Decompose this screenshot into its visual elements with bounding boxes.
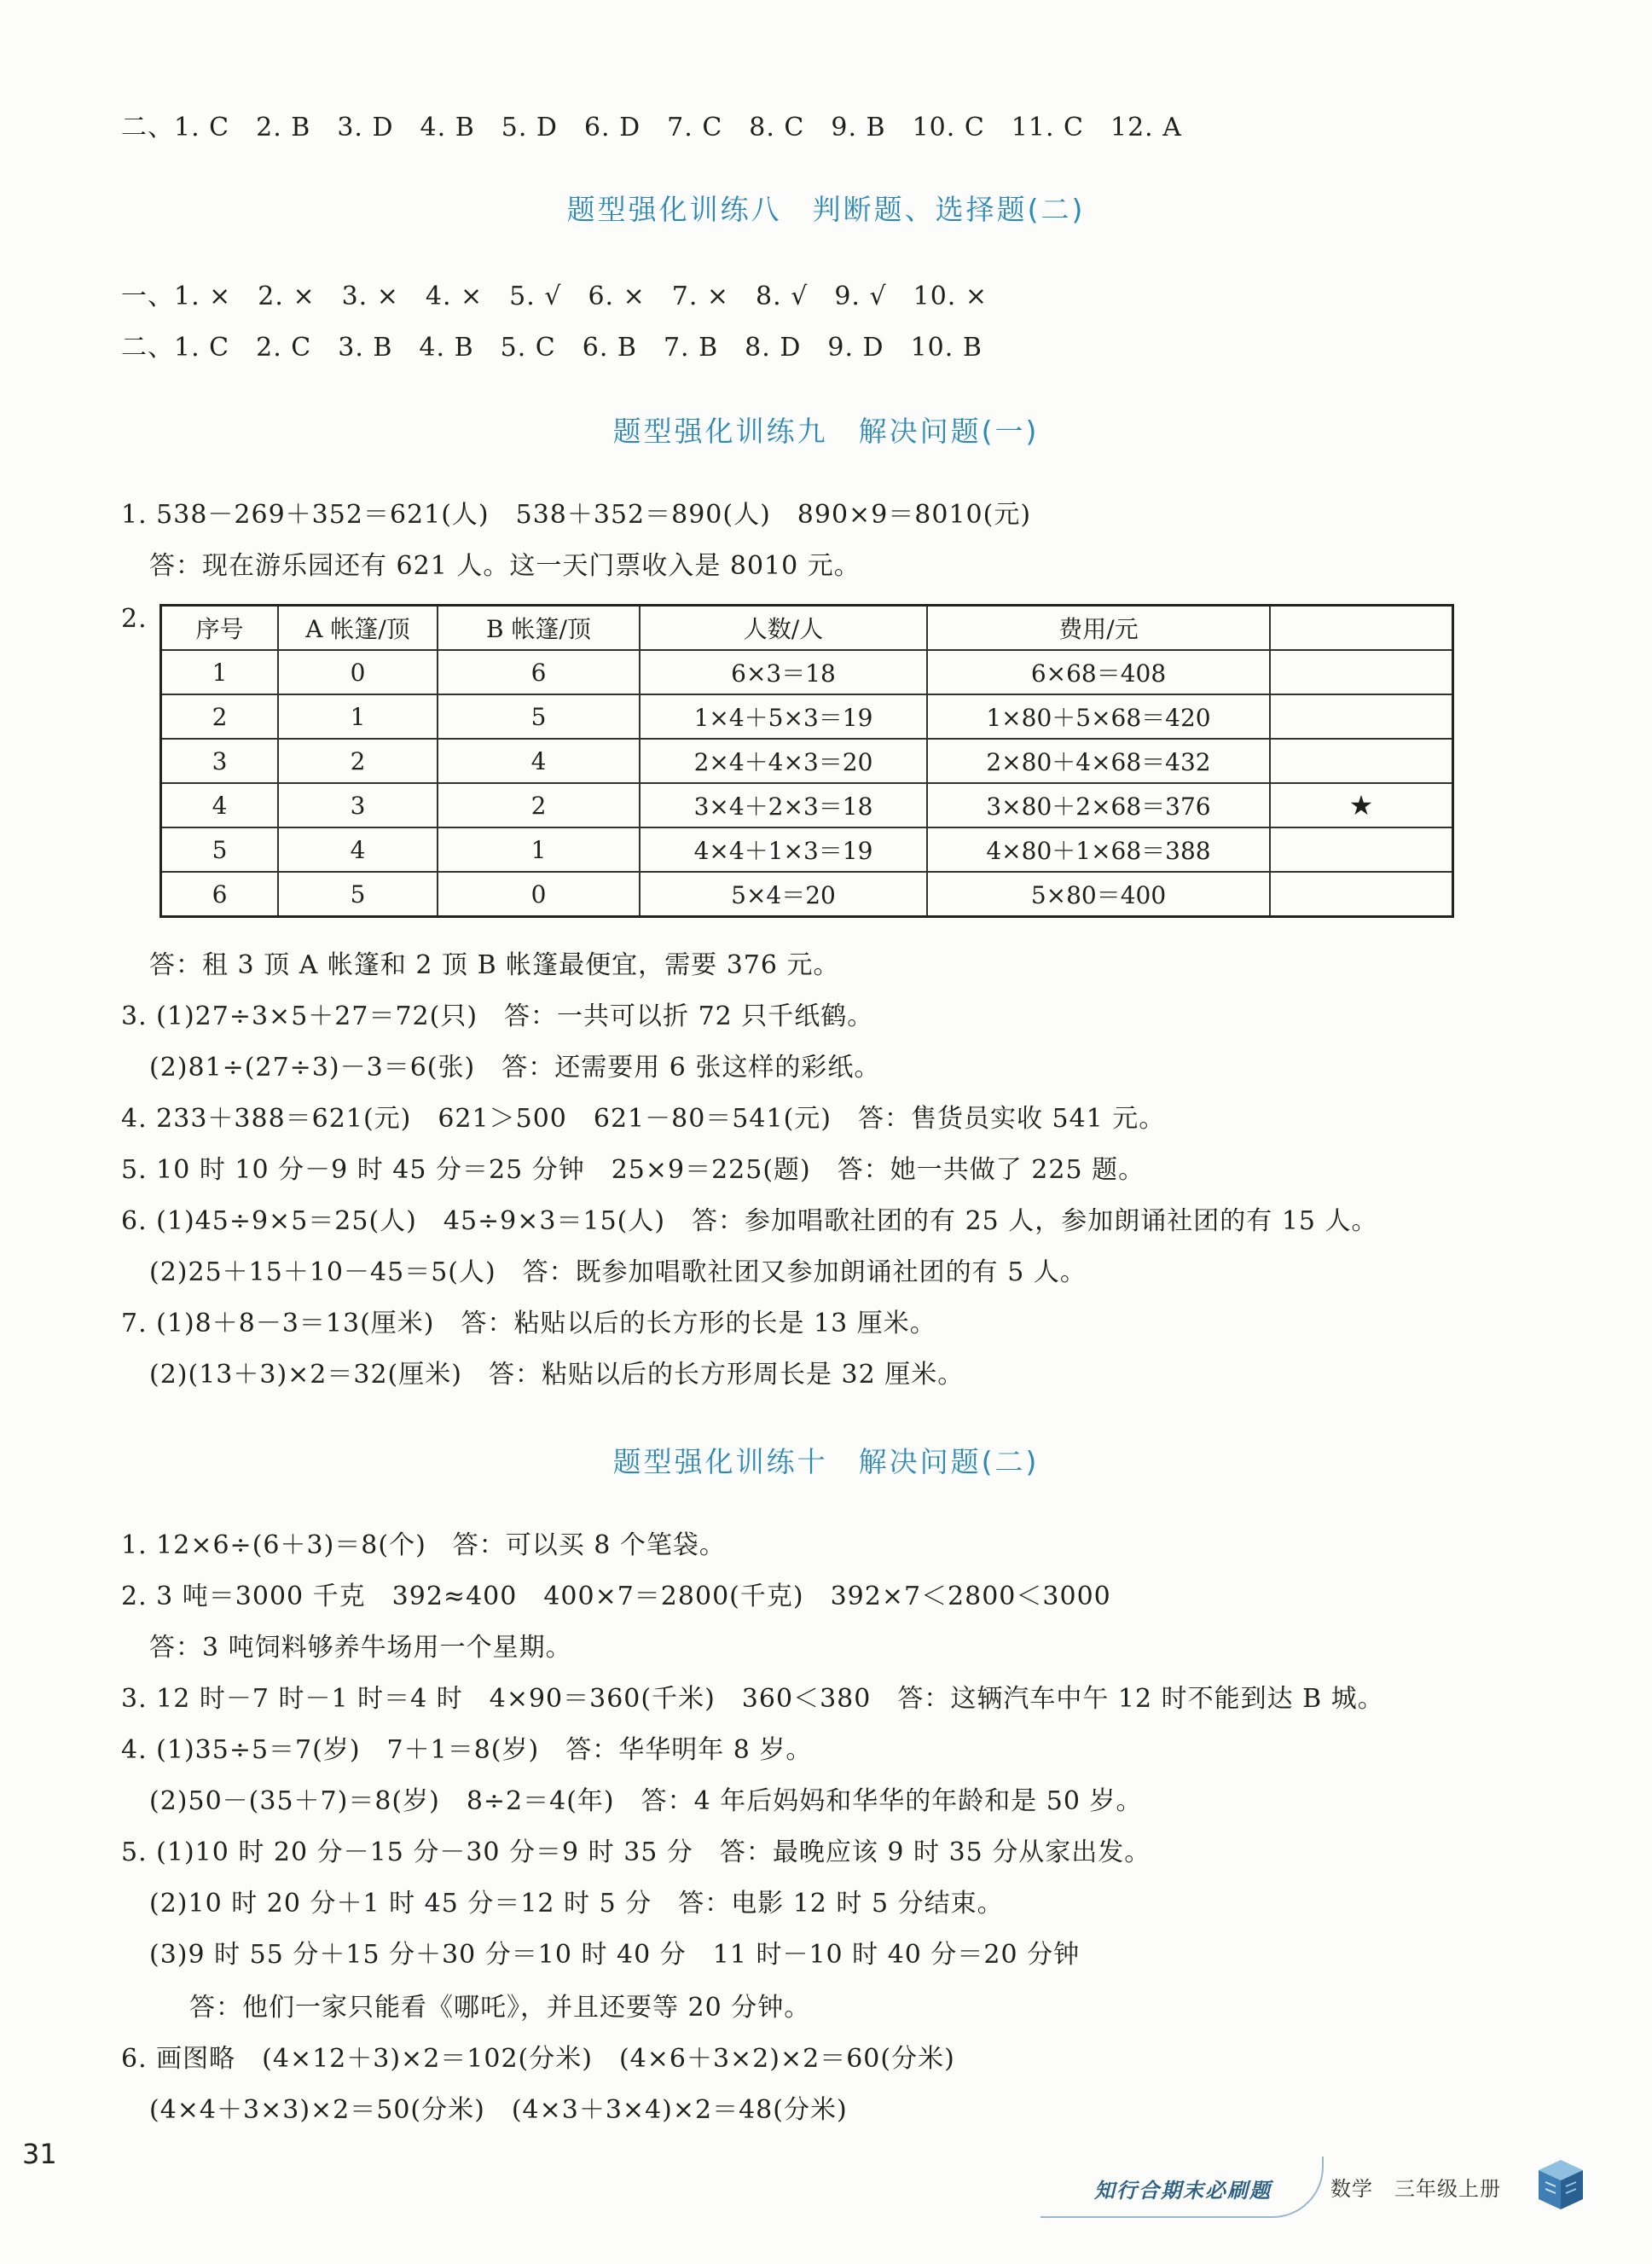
book-cube-icon <box>1535 2157 1586 2213</box>
answer-line: 3. 12 时－7 时－1 时＝4 时 4×90＝360(千米) 360＜380 答：这辆汽车中午 12 时不能到达 B 城。 <box>121 1684 1384 1714</box>
table-cell: 3×80＋2×68＝376 <box>927 783 1270 827</box>
table-row <box>161 872 1453 917</box>
table-cell: 1 <box>438 827 640 872</box>
tent-cost-table <box>159 604 1454 918</box>
question-number: 2. <box>121 604 148 634</box>
table-cell: 5 <box>278 872 438 917</box>
table-cell: 0 <box>278 650 438 694</box>
book-subject: 数学 三年级上册 <box>1330 2177 1501 2201</box>
table-cell: 4 <box>278 827 438 872</box>
table-cell: 5 <box>438 694 640 739</box>
table-cell <box>1270 872 1453 917</box>
answer-line: 5. (1)10 时 20 分－15 分－30 分＝9 时 35 分 答：最晚应该 9 时 35 分从家出发。 <box>121 1837 1151 1867</box>
table-row <box>161 827 1453 872</box>
table-cell: 2×4＋4×3＝20 <box>640 739 927 783</box>
table-cell: 4×4＋1×3＝19 <box>640 827 927 872</box>
table-header: B 帐篷/顶 <box>438 606 640 651</box>
answer-line: 答：租 3 顶 A 帐篷和 2 顶 B 帐篷最便宜，需要 376 元。 <box>149 950 840 980</box>
section-heading: 题型强化训练十 解决问题(二) <box>612 1445 1040 1478</box>
table-cell: 3 <box>161 739 279 783</box>
table-cell: 4×80＋1×68＝388 <box>927 827 1270 872</box>
table-cell: 3×4＋2×3＝18 <box>640 783 927 827</box>
page-number: 31 <box>22 2138 57 2170</box>
answer-line: (4×4＋3×3)×2＝50(分米) (4×3＋3×4)×2＝48(分米) <box>149 2095 848 2125</box>
table-cell: 6 <box>161 872 279 917</box>
answer-line: (2)10 时 20 分＋1 时 45 分＝12 时 5 分 答：电影 12 时 5 分结束。 <box>149 1889 1004 1919</box>
table-header <box>1270 606 1453 651</box>
answer-line: 二、1. C 2. C 3. B 4. B 5. C 6. B 7. B 8. D 9. D 10. B <box>121 333 983 363</box>
answer-line: 6. 画图略 (4×12＋3)×2＝102(分米) (4×6＋3×2)×2＝60(分米) <box>121 2044 955 2074</box>
answer-line: 7. (1)8＋8－3＝13(厘米) 答：粘贴以后的长方形的长是 13 厘米。 <box>121 1309 936 1338</box>
table-row <box>161 783 1453 827</box>
table-cell: 0 <box>438 872 640 917</box>
table-cell: 1×80＋5×68＝420 <box>927 694 1270 739</box>
answer-line: (3)9 时 55 分＋15 分＋30 分＝10 时 40 分 11 时－10 时 40 分＝20 分钟 <box>149 1940 1081 1970</box>
table-cell: 2×80＋4×68＝432 <box>927 739 1270 783</box>
table-cell: 1 <box>161 650 279 694</box>
answer-line: 二、1. C 2. B 3. D 4. B 5. D 6. D 7. C 8. C 9. B 10. C 11. C 12. A <box>121 113 1182 142</box>
answer-line: (2)25＋15＋10－45＝5(人) 答：既参加唱歌社团又参加朗诵社团的有 5 人。 <box>149 1257 1087 1287</box>
table-cell: 4 <box>438 739 640 783</box>
table-header-row <box>161 606 1453 651</box>
section-heading: 题型强化训练八 判断题、选择题(二) <box>566 193 1086 226</box>
table-cell: 1×4＋5×3＝19 <box>640 694 927 739</box>
table-header: 费用/元 <box>927 606 1270 651</box>
table-cell: 5 <box>161 827 279 872</box>
answer-line: 4. (1)35÷5＝7(岁) 7＋1＝8(岁) 答：华华明年 8 岁。 <box>121 1735 813 1765</box>
answer-line: 1. 12×6÷(6＋3)＝8(个) 答：可以买 8 个笔袋。 <box>121 1530 726 1560</box>
table-row <box>161 650 1453 694</box>
star-mark: ★ <box>1270 783 1453 827</box>
table-header: 序号 <box>161 606 279 651</box>
answer-line: 1. 538－269＋352＝621(人) 538＋352＝890(人) 890×9＝8010(元) <box>121 500 1032 530</box>
answer-line: (2)50－(35＋7)＝8(岁) 8÷2＝4(年) 答：4 年后妈妈和华华的年龄和是 50 岁。 <box>149 1786 1143 1816</box>
table-header: A 帐篷/顶 <box>278 606 438 651</box>
table-header: 人数/人 <box>640 606 927 651</box>
table-row <box>161 694 1453 739</box>
table-cell <box>1270 827 1453 872</box>
section-heading: 题型强化训练九 解决问题(一) <box>612 415 1040 448</box>
table-cell: 2 <box>438 783 640 827</box>
table-cell <box>1270 739 1453 783</box>
answer-line: 2. 3 吨＝3000 千克 392≈400 400×7＝2800(千克) 392×7＜2800＜3000 <box>121 1582 1111 1611</box>
table-cell: 2 <box>161 694 279 739</box>
answer-line: 6. (1)45÷9×5＝25(人) 45÷9×3＝15(人) 答：参加唱歌社团的有 25 人，参加朗诵社团的有 15 人。 <box>121 1206 1378 1236</box>
table-cell: 3 <box>278 783 438 827</box>
table-row <box>161 739 1453 783</box>
table-cell <box>1270 650 1453 694</box>
table-cell <box>1270 694 1453 739</box>
table-cell: 6×68＝408 <box>927 650 1270 694</box>
answer-line: (2)81÷(27÷3)－3＝6(张) 答：还需要用 6 张这样的彩纸。 <box>149 1053 881 1083</box>
table-cell: 4 <box>161 783 279 827</box>
table-cell: 1 <box>278 694 438 739</box>
answer-line: 一、1. × 2. × 3. × 4. × 5. √ 6. × 7. × 8. √ 9. √ 10. × <box>121 282 988 311</box>
table-cell: 6×3＝18 <box>640 650 927 694</box>
answer-line: 答：现在游乐园还有 621 人。这一天门票收入是 8010 元。 <box>149 551 861 581</box>
table-cell: 2 <box>278 739 438 783</box>
table-cell: 5×80＝400 <box>927 872 1270 917</box>
answer-line: 5. 10 时 10 分－9 时 45 分＝25 分钟 25×9＝225(题) 答：她一共做了 225 题。 <box>121 1155 1145 1185</box>
answer-line: 答：他们一家只能看《哪吒》，并且还要等 20 分钟。 <box>189 1993 811 2023</box>
table-cell: 5×4＝20 <box>640 872 927 917</box>
answer-line: 答：3 吨饲料够养牛场用一个星期。 <box>149 1633 572 1663</box>
book-brand: 知行合期末必刷题 <box>1094 2179 1272 2203</box>
answer-line: (2)(13＋3)×2＝32(厘米) 答：粘贴以后的长方形周长是 32 厘米。 <box>149 1360 965 1390</box>
answer-line: 4. 233＋388＝621(元) 621＞500 621－80＝541(元) 答：售货员实收 541 元。 <box>121 1104 1166 1134</box>
answer-line: 3. (1)27÷3×5＋27＝72(只) 答：一共可以折 72 只千纸鹤。 <box>121 1001 874 1031</box>
table-cell: 6 <box>438 650 640 694</box>
